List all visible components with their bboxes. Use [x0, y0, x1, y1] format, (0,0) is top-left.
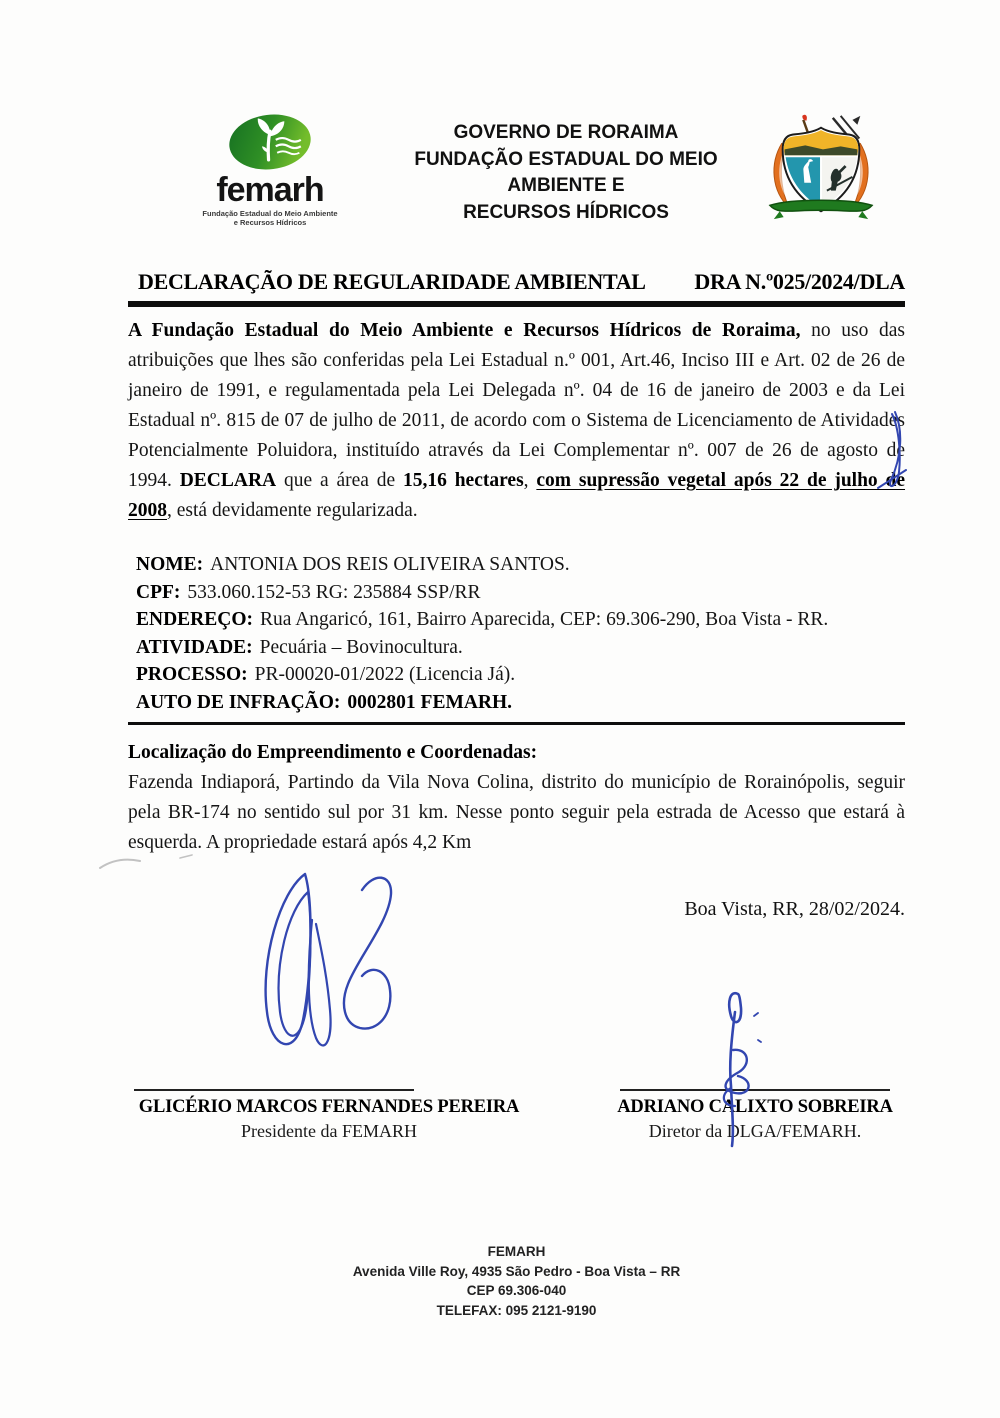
field-processo: PROCESSO: PR-00020-01/2022 (Licencia Já). [136, 664, 516, 685]
signature-row [128, 1089, 905, 1142]
signature-line [620, 1089, 890, 1091]
femarh-caption: Fundação Estadual do Meio Ambiente e Recursos Hídricos [202, 209, 338, 228]
declara-keyword: DECLARA [179, 470, 277, 491]
footer-telefax: TELEFAX: 095 2121-9190 [436, 1302, 597, 1318]
signer-role: Diretor da DLGA/FEMARH. [648, 1121, 862, 1141]
field-auto-infracao: AUTO DE INFRAÇÃO: 0002801 FEMARH. [136, 691, 513, 713]
document-header [128, 0, 905, 231]
document-title-row [128, 269, 905, 295]
document-footer [128, 1242, 905, 1320]
signature-line [134, 1089, 414, 1091]
femarh-wordmark: femarh [216, 171, 324, 209]
location-heading: Localização do Empreendimento e Coordenadas: [128, 742, 538, 763]
registry-fields [128, 551, 905, 716]
field-nome: NOME: ANTONIA DOS REIS OLIVEIRA SANTOS. [136, 554, 570, 575]
signature-block-president [128, 1089, 530, 1142]
date-line: Boa Vista, RR, 28/02/2024. [684, 898, 905, 920]
document-number: DRA N.º025/2024/DLA [694, 269, 905, 294]
footer-cep: CEP 69.306-040 [466, 1283, 567, 1299]
section-divider [128, 722, 905, 725]
field-endereco: ENDEREÇO: Rua Angaricó, 161, Bairro Aparecida, CEP: 69.306-290, Boa Vista - RR. [136, 609, 829, 630]
roraima-coat-of-arms-icon [762, 112, 880, 226]
double-rule-divider [128, 301, 905, 307]
intro-paragraph: A Fundação Estadual do Meio Ambiente e Recursos Hídricos de Roraima, no uso das atribuições que lhes são conferidas pela Lei Estadual n.º 001, Art.46, Inciso III e Art. 02 de 26 de janeiro de 1991, e regulamentada pela Lei Delegada nº. 04 de 16 de janeiro de 2003 e da Lei Estadual nº. 815 de 07 de julho de 2011, de acordo com o Sistema de Licenciamento de Atividades Potencialmente Poluidora, instituído através da Lei Complementar nº. 007 de 26 de agosto de 1994. DECLARA que a área de 15,16 hectares, com supressão vegetal após 22 de julho de 2008, está devidamente regularizada. [128, 320, 906, 521]
roraima-coat-of-arms [762, 112, 887, 231]
location-text: Fazenda Indiaporá, Partindo da Vila Nova Colina, distrito do município de Rorainópolis, seguir pela BR-174 no sentido sul por 31 km. Nesse ponto seguir pela estrada de Acesso que estará à esquerda. A propriedade estará após 4,2 Km [128, 772, 905, 853]
signature-block-director [605, 1089, 905, 1142]
area-value: 15,16 hectares [403, 470, 524, 491]
intro-bold-lead: A Fundação Estadual do Meio Ambiente e Recursos Hídricos de Roraima, [128, 320, 801, 341]
signer-name: ADRIANO CALIXTO SOBREIRA [617, 1097, 893, 1117]
field-atividade: ATIVIDADE: Pecuária – Bovinocultura. [136, 636, 463, 658]
signer-role: Presidente da FEMARH [241, 1121, 417, 1141]
field-cpf: CPF: 533.060.152-53 RG: 235884 SSP/RR [136, 581, 481, 603]
femarh-plant-water-icon [227, 112, 313, 172]
femarh-logo [170, 112, 370, 228]
footer-address: Avenida Ville Roy, 4935 São Pedro - Boa Vista – RR [352, 1263, 681, 1279]
signer-name: GLICÉRIO MARCOS FERNANDES PEREIRA [138, 1097, 520, 1117]
government-header-title: GOVERNO DE RORAIMA FUNDAÇÃO ESTADUAL DO MEIO AMBIENTE E RECURSOS HÍDRICOS [414, 122, 718, 223]
document-title: DECLARAÇÃO DE REGULARIDADE AMBIENTAL [138, 269, 646, 294]
suppression-clause: com supressão vegetal após 22 de julho de 2008 [128, 470, 906, 521]
footer-org: FEMARH [487, 1244, 546, 1259]
